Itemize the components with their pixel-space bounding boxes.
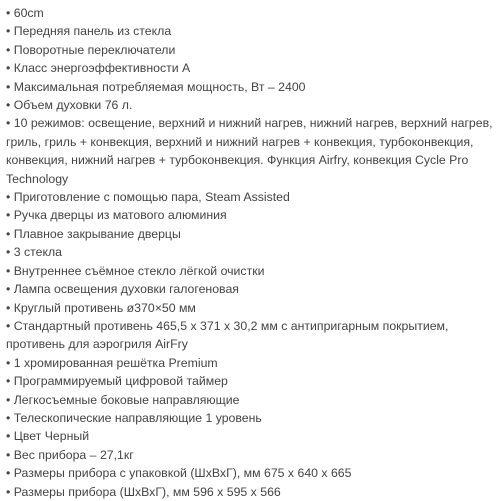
- spec-item-color: • Цвет Черный: [6, 427, 496, 445]
- spec-item-energy-class: • Класс энергоэффективности А: [6, 59, 496, 77]
- spec-item-removable-glass: • Внутреннее съёмное стекло лёгкой очистки: [6, 262, 496, 280]
- spec-item-grill-rack: • 1 хромированная решётка Premium: [6, 354, 496, 372]
- spec-item-timer: • Программируемый цифровой таймер: [6, 372, 496, 390]
- spec-item-switches: • Поворотные переключатели: [6, 41, 496, 59]
- spec-item-modes: • 10 режимов: освещение, верхний и нижний нагрев, нижний нагрев, верхний нагрев, гриль, гриль + конвекция, верхний и нижний нагрев + конвекция, турбоконвекция, конвекция, нижний нагрев + турбоконвекция. Функция Airfry, конвекция Cycle Pro Technology: [6, 114, 496, 188]
- spec-item-soft-close: • Плавное закрывание дверцы: [6, 225, 496, 243]
- spec-item-dimensions: • Размеры прибора (ШхВхГ), мм 596 x 595 x 566: [6, 483, 496, 501]
- spec-item-size: • 60cm: [6, 4, 496, 22]
- spec-item-steam: • Приготовление с помощью пара, Steam Assisted: [6, 188, 496, 206]
- spec-item-round-tray: • Круглый противень ø370×50 мм: [6, 299, 496, 317]
- spec-item-packed-dimensions: • Размеры прибора с упаковкой (ШхВхГ), мм 675 x 640 x 665: [6, 464, 496, 482]
- spec-item-weight: • Вес прибора – 27,1кг: [6, 446, 496, 464]
- spec-item-standard-tray: • Стандартный противень 465,5 x 371 x 30,2 мм с антипригарным покрытием, противень для аэрогриля AirFry: [6, 317, 496, 354]
- spec-item-volume: • Объем духовки 76 л.: [6, 96, 496, 114]
- spec-item-handle: • Ручка дверцы из матового алюминия: [6, 206, 496, 224]
- spec-item-side-rails: • Легкосъемные боковые направляющие: [6, 391, 496, 409]
- spec-item-glass-count: • 3 стекла: [6, 243, 496, 261]
- spec-item-telescopic-rails: • Телескопические направляющие 1 уровень: [6, 409, 496, 427]
- spec-item-power: • Максимальная потребляемая мощность, Вт – 2400: [6, 78, 496, 96]
- spec-item-lamp: • Лампа освещения духовки галогеновая: [6, 280, 496, 298]
- spec-item-front-panel: • Передняя панель из стекла: [6, 22, 496, 40]
